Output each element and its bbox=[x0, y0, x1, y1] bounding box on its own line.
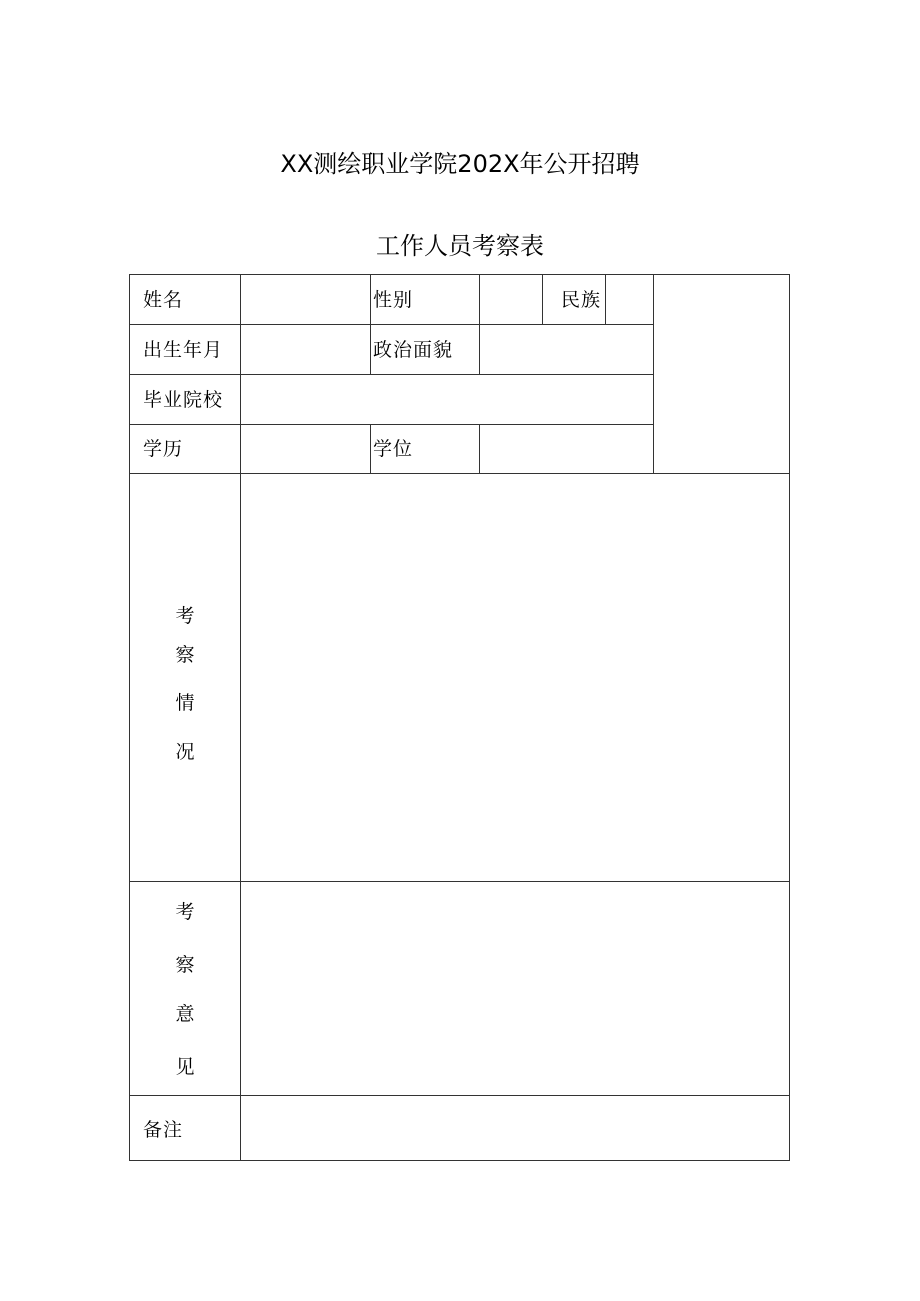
education-label: 学历 bbox=[143, 438, 184, 460]
inspection-opinion-char-3: 意 bbox=[175, 1003, 195, 1025]
ethnicity-right-rule bbox=[605, 274, 606, 324]
inspection-situation-char-1: 考 bbox=[175, 605, 195, 627]
page-title-line-1: XX测绘职业学院202X年公开招聘 bbox=[280, 150, 640, 178]
inspection-opinion-char-1: 考 bbox=[175, 901, 195, 923]
birth-date-label: 出生年月 bbox=[143, 339, 224, 361]
label-column-rule bbox=[240, 274, 241, 1161]
table-border-right bbox=[789, 274, 790, 1161]
row-rule-4 bbox=[129, 473, 790, 474]
inspection-opinion-char-4: 见 bbox=[175, 1056, 195, 1078]
inspection-form-table bbox=[129, 274, 790, 1161]
graduate-school-label: 毕业院校 bbox=[143, 389, 224, 411]
mid-column-rule-b bbox=[370, 424, 371, 473]
name-label: 姓名 bbox=[143, 289, 184, 311]
ethnicity-left-rule bbox=[542, 274, 543, 324]
photo-column-rule bbox=[653, 274, 654, 473]
row-rule-1 bbox=[129, 324, 654, 325]
value-column-rule-a bbox=[479, 274, 480, 374]
row-rule-6 bbox=[129, 1095, 790, 1096]
inspection-opinion-char-2: 察 bbox=[175, 954, 195, 976]
ethnicity-label: 民族 bbox=[561, 289, 602, 311]
remarks-label: 备注 bbox=[143, 1119, 184, 1141]
table-border-top bbox=[129, 274, 790, 275]
inspection-situation-char-3: 情 bbox=[175, 692, 195, 714]
gender-label: 性别 bbox=[373, 289, 414, 311]
inspection-situation-char-4: 况 bbox=[175, 741, 195, 763]
row-rule-5 bbox=[129, 881, 790, 882]
inspection-situation-char-2: 察 bbox=[175, 644, 195, 666]
page-title-line-2: 工作人员考察表 bbox=[376, 232, 544, 260]
row-rule-3 bbox=[129, 424, 654, 425]
value-column-rule-b bbox=[479, 424, 480, 473]
table-border-left bbox=[129, 274, 130, 1161]
degree-label: 学位 bbox=[373, 438, 414, 460]
table-border-bottom bbox=[129, 1160, 790, 1161]
political-status-label: 政治面貌 bbox=[373, 339, 454, 361]
mid-column-rule-a bbox=[370, 274, 371, 374]
row-rule-2 bbox=[129, 374, 654, 375]
